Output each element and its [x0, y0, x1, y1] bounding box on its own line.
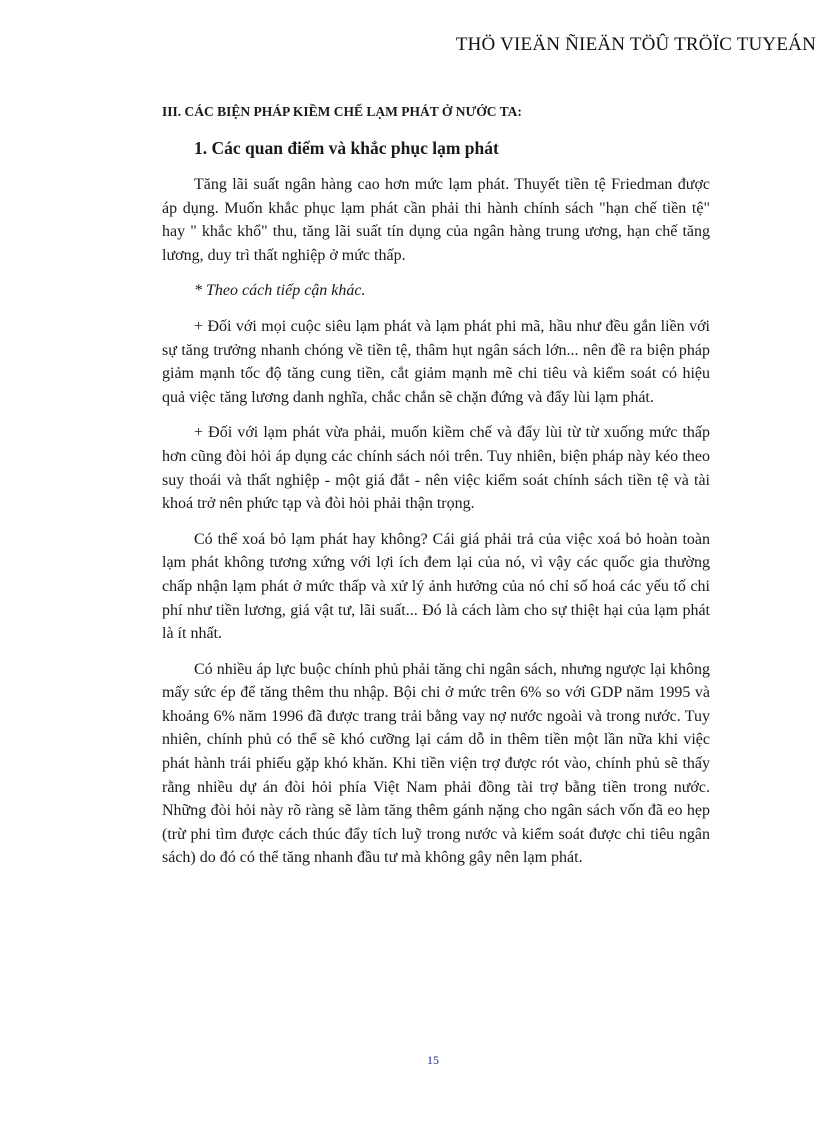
subsection-heading: 1. Các quan điểm và khắc phục lạm phát	[194, 138, 499, 158]
paragraph-other-approach: * Theo cách tiếp cận khác.	[194, 282, 366, 300]
page-number: 15	[427, 1053, 439, 1067]
paragraph-hyperinflation: + Đối với mọi cuộc siêu lạm phát và lạm phát phi mã, hầu như đều gắn liền với sự tăng trưởng nhanh chóng về tiền tệ, thâm hụt ngân sách lớn... nên đề ra biện pháp giảm mạnh tốc độ tăng cung tiền, cắt giảm mạnh mẽ chi tiêu và kiểm soát có hiệu quả việc tăng lương danh nghĩa, chắc chắn sẽ chặn đứng và đẩy lùi lạm phát.	[162, 317, 710, 406]
body-text	[162, 173, 710, 882]
section-heading: III. CÁC BIỆN PHÁP KIỀM CHẾ LẠM PHÁT Ở NƯỚC TA:	[162, 104, 522, 119]
paragraph-interest-rate: Tăng lãi suất ngân hàng cao hơn mức lạm phát. Thuyết tiền tệ Friedman được áp dụng. Muốn khắc phục lạm phát cần phải thi hành chính sách "hạn chế tiền tệ" hay " khắc khổ" thu, tăng lãi suất tín dụng của ngân hàng trung ương, hạn chế tăng lương, duy trì thất nghiệp ở mức thấp.	[162, 176, 710, 264]
paragraph-budget-pressure: Có nhiều áp lực buộc chính phủ phải tăng chi ngân sách, nhưng ngược lại không mấy sức ép để tăng thêm thu nhập. Bội chi ở mức trên 6% so với GDP năm 1995 và khoảng 6% năm 1996 đã được trang trải bằng vay nợ nước ngoài và trong nước. Tuy nhiên, chính phủ có thể sẽ khó cưỡng lại cám dỗ in thêm tiền một lần nữa khi việc phát hành trái phiếu gặp khó khăn. Khi tiền viện trợ được rót vào, chính phủ sẽ thấy rằng nhiều dự án đòi hỏi phía Việt Nam phải đồng tài trợ bằng tiền trong nước. Những đòi hỏi này rõ ràng sẽ làm tăng thêm gánh nặng cho ngân sách vốn đã eo hẹp (trừ phi tìm được cách thúc đẩy tích luỹ trong nước và kiểm soát được chi tiêu ngân sách) do đó có thể tăng nhanh đầu tư mà không gây nên lạm phát.	[162, 660, 710, 867]
paragraph-moderate-inflation: + Đối với lạm phát vừa phải, muốn kiềm chế và đẩy lùi từ từ xuống mức thấp hơn cũng đòi hỏi áp dụng các chính sách nói trên. Tuy nhiên, biện pháp này kéo theo suy thoái và thất nghiệp - một giá đắt - nên việc kiểm soát chính sách tiền tệ và tài khoá trở nên phức tạp và đòi hỏi phải thận trọng.	[162, 424, 710, 513]
paragraph-eliminate-inflation: Có thể xoá bỏ lạm phát hay không? Cái giá phải trả của việc xoá bỏ hoàn toàn lạm phát không tương xứng với lợi ích đem lại của nó, vì vậy các quốc gia thường chấp nhận lạm phát ở mức thấp và xử lý ảnh hưởng của nó chỉ số hoá các yếu tố chi phí như tiền lương, giá vật tư, lãi suất... Đó là cách làm cho sự thiệt hại của lạm phát là ít nhất.	[162, 530, 710, 643]
library-header: THÖ VIEÄN ÑIEÄN TÖÛ TRÖÏC TUYEÁN	[455, 34, 816, 55]
